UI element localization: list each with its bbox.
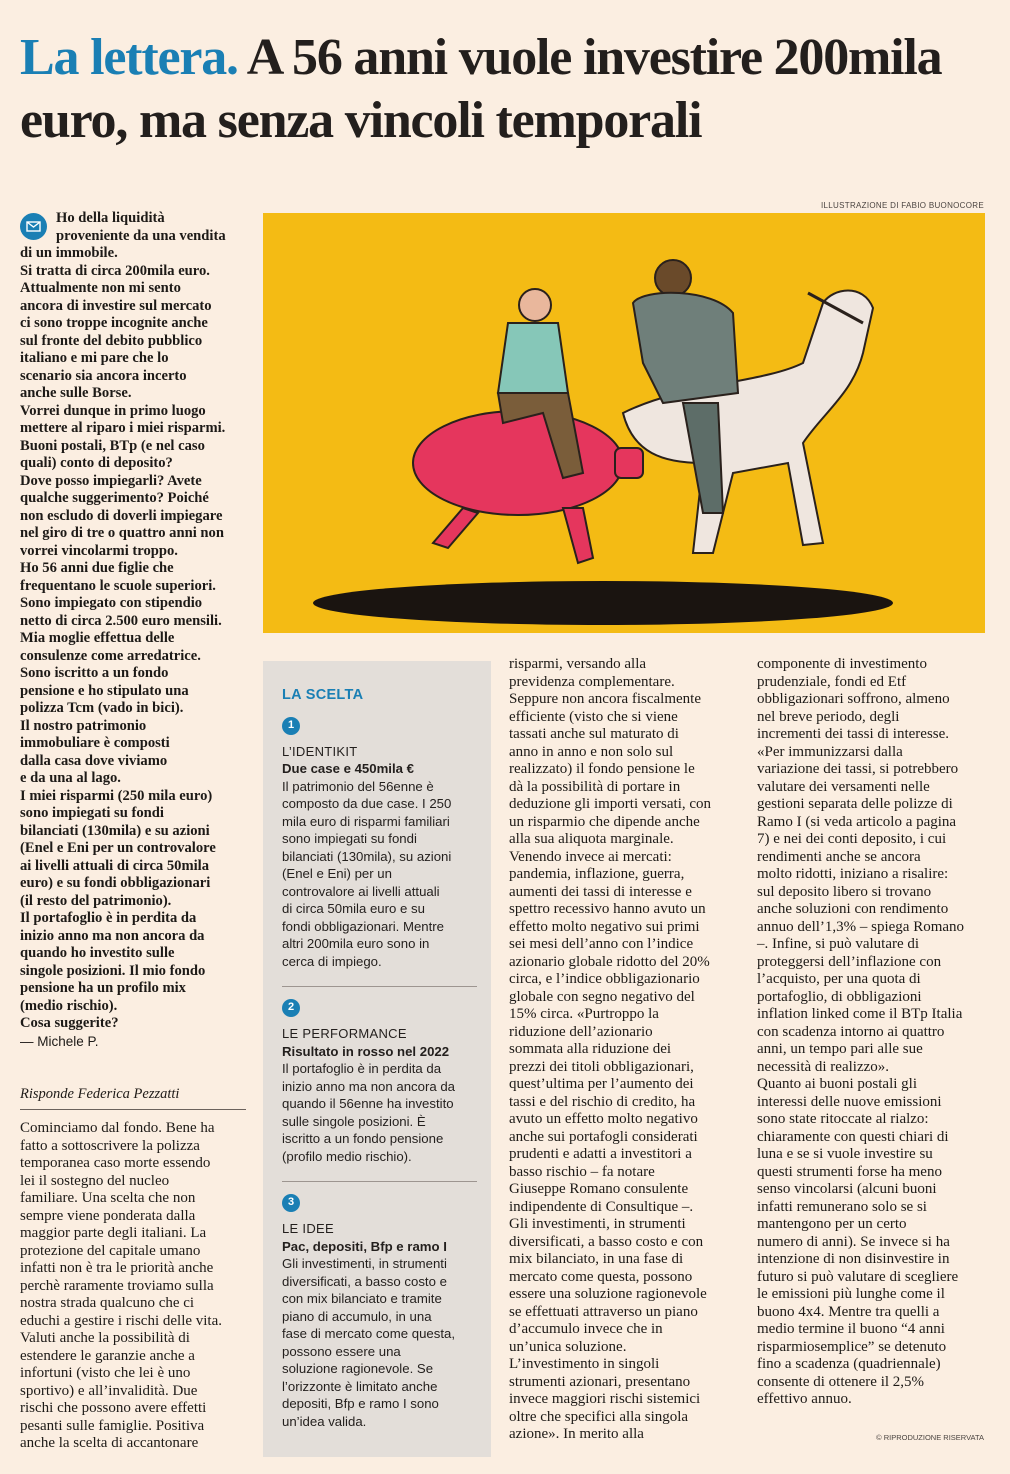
column-line: strumenti azionari, presentano: [509, 1373, 691, 1390]
column-line: futuro si può valutare di scegliere: [757, 1268, 959, 1285]
ground-shadow: [313, 581, 893, 625]
column-line: gestioni separata delle polizze di: [757, 796, 953, 812]
illustration-credit: ILLUSTRAZIONE DI FABIO BUONOCORE: [821, 201, 984, 210]
letter-line: Buoni postali, BTp (e nel caso: [20, 437, 205, 454]
letter-line: di un immobile.: [20, 245, 118, 261]
rider-head: [519, 289, 551, 321]
column-line: incrementi dei tassi di interesse.: [757, 726, 950, 742]
reader-letter: [20, 210, 250, 1050]
section-line: iscritto a un fondo pensione: [282, 1131, 444, 1146]
letter-line: frequentano le scuole superiori.: [20, 577, 216, 594]
column-line: luna e se si vuole investire su: [757, 1146, 933, 1162]
column-line: numero di anni). Se invece si ha: [757, 1233, 950, 1250]
column-line: un’unica soluzione.: [509, 1338, 627, 1355]
column-line: prezzi dei titoli obbligazionari,: [509, 1058, 694, 1075]
column-line: con scadenza intorno ai quattro: [757, 1023, 945, 1040]
answer-line: perchè raramente troviamo sulla: [20, 1277, 214, 1294]
column-line: deduzione gli importi versati, con: [509, 796, 712, 812]
letter-line: nel giro di tre o quattro anni non: [20, 525, 224, 541]
letter-line: non escludo di doverli impiegare: [20, 507, 223, 524]
column-line: anche soluzioni con rendimento: [757, 901, 949, 917]
knight-armor: [633, 293, 738, 403]
letter-line: ancora di investire sul mercato: [20, 297, 212, 314]
section-line: soluzione ragionevole. Se: [282, 1361, 434, 1376]
column-line: realizzato) il fondo pensione le: [509, 761, 695, 777]
section-line: con mix bilanciato e tramite: [282, 1291, 442, 1306]
column-line: annuo dell’1,3% – spiega Romano: [757, 918, 965, 935]
column-line: Seppure non ancora fiscalmente: [509, 691, 702, 707]
column-line: risparmi, versando alla: [509, 656, 647, 672]
column-line: Giuseppe Romano consulente: [509, 1181, 689, 1197]
letter-line: vorrei vincolarmi troppo.: [20, 542, 178, 559]
section-line: mila euro di risparmi familiari: [282, 813, 450, 829]
column-line: spettro recessivo hanno avuto un: [509, 901, 706, 917]
column-line: basso rischio – fa notare: [509, 1163, 655, 1180]
column-line: obbligazionari soffrono, almeno: [757, 691, 950, 707]
section-line: quando il 56enne ha investito: [282, 1096, 454, 1111]
column-line: risparmiosemplice” se detenuto: [757, 1338, 947, 1355]
column-line: indipendente di Consultique –.: [509, 1198, 694, 1215]
column-line: mantengono per un certo: [757, 1216, 907, 1232]
letter-line: Il portafoglio è in perdita da: [20, 910, 197, 926]
column-line: chiaramente con questi chiari di: [757, 1128, 949, 1145]
column-line: azionario globale ridotto del 20%: [509, 953, 710, 970]
section-label: L’IDENTIKIT: [282, 743, 358, 759]
letter-line: anche sulle Borse.: [20, 385, 132, 401]
answer-line: estendere le garanzie anche a: [20, 1347, 195, 1364]
section-line: depositi, Bfp e ramo I sono: [282, 1396, 439, 1411]
answer-line: infortuni (visto che lei è uno: [20, 1365, 191, 1381]
section-line: un’idea valida.: [282, 1413, 367, 1429]
column-line: rendimenti anche se ancora: [757, 848, 921, 865]
column-line: aumenti dei tassi di interesse e: [509, 883, 692, 900]
column-line: Gli investimenti, in strumenti: [509, 1216, 686, 1232]
section-line: piano di accumulo, in una: [282, 1308, 432, 1324]
column-line: previdenza complementare.: [509, 673, 675, 690]
copyright-notice: © RIPRODUZIONE RISERVATA: [876, 1433, 984, 1442]
section-number-badge: 3: [282, 1194, 300, 1212]
letter-line: (medio rischio).: [20, 997, 118, 1014]
column-line: 15% circa. «Purtroppo la: [509, 1006, 659, 1022]
letter-line: mettere al riparo i miei risparmi.: [20, 420, 226, 436]
letter-line: consulenze come arredatrice.: [20, 647, 201, 664]
letter-line: Ho 56 anni due figlie che: [20, 560, 174, 576]
answer-line: temporanea caso morte essendo: [20, 1155, 211, 1171]
letter-line: Dove posso impiegarli? Avete: [20, 472, 202, 489]
letter-line: Ho della liquidità: [56, 210, 165, 226]
pig-body: [413, 411, 623, 515]
box-section: [282, 999, 477, 1182]
section-heading: Risultato in rosso nel 2022: [282, 1043, 450, 1059]
letter-line: (il resto del patrimonio).: [20, 892, 172, 909]
letter-line: Attualmente non mi sento: [20, 280, 181, 296]
section-line: controvalore ai livelli attuali: [282, 883, 440, 899]
letter-line: quando ho investito sulle: [20, 945, 175, 961]
box-section: [282, 717, 477, 988]
column-line: infatti remunerano solo se si: [757, 1198, 927, 1215]
section-label: LE PERFORMANCE: [282, 1026, 407, 1041]
section-line: sulle singole posizioni. È: [282, 1113, 426, 1129]
answer-line: educhi a gestire i rischi delle vita.: [20, 1312, 223, 1329]
letter-line: Mia moglie effettua delle: [20, 630, 175, 646]
section-line: fondi obbligazionari. Mentre: [282, 918, 445, 934]
column-line: azione». In merito alla: [509, 1426, 644, 1442]
column-line: Quanto ai buoni postali gli: [757, 1076, 917, 1092]
letter-line: Sono impiegato con stipendio: [20, 595, 203, 611]
column-line: Venendo invece ai mercati:: [509, 848, 672, 865]
section-line: inizio anno ma non ancora da: [282, 1078, 456, 1094]
column-line: proteggersi dell’inflazione con: [757, 953, 942, 970]
box-section: [282, 1194, 477, 1446]
letter-line: proveniente da una vendita: [56, 227, 226, 244]
column-line: anno in anno e non solo sul: [509, 743, 674, 760]
letter-line: qualche suggerimento? Poiché: [20, 490, 209, 506]
section-line: sono impiegati su fondi: [282, 831, 417, 846]
column-line: effettivo annuo.: [757, 1391, 852, 1407]
column-line: anche sui portafogli considerati: [509, 1128, 698, 1145]
letter-line: pensione ha un profilo mix: [20, 980, 186, 996]
pig-legs: [433, 508, 593, 563]
answer-column: [20, 1120, 250, 1453]
answer-line: fatto a sottoscrivere la polizza: [20, 1137, 200, 1154]
letter-line: Vorrei dunque in primo luogo: [20, 402, 206, 419]
column-line: prudenziale, fondi ed Etf: [757, 673, 907, 690]
article-column-2: [509, 656, 735, 1444]
column-line: fino a scadenza (quadriennale): [757, 1356, 941, 1372]
section-label: LE IDEE: [282, 1221, 334, 1236]
rider-shirt: [498, 323, 568, 393]
letter-line: Sono iscritto a un fondo: [20, 665, 169, 681]
answer-line: maggior parte degli italiani. La: [20, 1225, 207, 1241]
letter-line: Il nostro patrimonio: [20, 717, 147, 734]
answer-line: sportivo) e all’invalidità. Due: [20, 1382, 198, 1399]
letter-line: Si tratta di circa 200mila euro.: [20, 262, 210, 279]
answer-line: infatti non è tra le priorità anche: [20, 1260, 214, 1276]
column-line: riduzione dell’azionario: [509, 1023, 653, 1040]
column-line: globale con segno negativo del: [509, 988, 695, 1005]
letter-line: italiano e mi pare che lo: [20, 350, 169, 366]
column-line: sul deposito libero si trovano: [757, 883, 932, 900]
answer-line: Valuti anche la possibilità di: [20, 1330, 190, 1346]
column-line: invece maggiori rischi sistemici: [509, 1391, 701, 1407]
column-line: 7) e nei dei conti deposito, i cui: [757, 831, 947, 847]
section-line: Gli investimenti, in strumenti: [282, 1256, 447, 1271]
column-line: variazione dei tassi, si potrebbero: [757, 761, 959, 777]
column-line: efficiente (visto che si viene: [509, 708, 678, 725]
letter-line: singole posizioni. Il mio fondo: [20, 962, 206, 979]
section-line: bilanciati (130mila), su azioni: [282, 848, 452, 864]
column-line: oltre che specifici alla singola: [509, 1408, 689, 1425]
column-line: –. Infine, si può valutare di: [757, 936, 920, 952]
column-line: buono 4x4. Mentre tra quelli a: [757, 1303, 940, 1320]
section-line: l’orizzonte è limitato anche: [282, 1378, 438, 1394]
answer-line: protezione del capitale umano: [20, 1242, 201, 1259]
column-line: mix bilanciato, in una fase di: [509, 1251, 684, 1267]
answer-line: lei il sostegno del nucleo: [20, 1172, 170, 1189]
answer-line: rischi che possono avere effetti: [20, 1400, 207, 1416]
column-line: quest’ultima per l’aumento dei: [509, 1076, 694, 1092]
section-heading: Pac, depositi, Bfp e ramo I: [282, 1238, 447, 1254]
letter-line: sono impiegati su fondi: [20, 805, 164, 821]
section-line: possono essere una: [282, 1343, 401, 1359]
column-line: avuto un effetto molto negativo: [509, 1111, 698, 1127]
letter-line: polizza Tcm (vado in bici).: [20, 700, 184, 716]
column-line: medio termine il buono “4 anni: [757, 1321, 945, 1337]
headline-kicker: La lettera.: [20, 29, 238, 86]
answer-line: anche la scelta di accantonare: [20, 1435, 199, 1451]
letter-signature: — Michele P.: [20, 1033, 99, 1049]
illustration: [263, 213, 985, 633]
letter-line: netto di circa 2.500 euro mensili.: [20, 612, 222, 629]
column-line: tassi e del rischio di credito, ha: [509, 1093, 696, 1110]
letter-line: Cosa suggerite?: [20, 1015, 119, 1031]
risponde-byline: Risponde Federica Pezzatti: [20, 1086, 246, 1110]
illustration-art: [263, 213, 985, 633]
headline: [20, 26, 1000, 152]
column-line: mercato come questa, possono: [509, 1268, 693, 1285]
column-line: dà la possibilità di portare in: [509, 778, 681, 795]
answer-line: familiare. Una scelta che non: [20, 1190, 196, 1206]
section-line: (profilo medio rischio).: [282, 1148, 412, 1164]
column-line: essere una soluzione ragionevole: [509, 1286, 707, 1302]
column-line: prudenti e adatti a investitori a: [509, 1146, 692, 1162]
letter-line: ci sono troppe incognite anche: [20, 315, 208, 331]
column-line: l’acquisto, per una quota di: [757, 971, 921, 987]
column-line: le emissioni più lunghe come il: [757, 1286, 945, 1302]
letter-line: inizio anno ma non ancora da: [20, 927, 205, 944]
letter-line: scenario sia ancora incerto: [20, 367, 187, 384]
letter-line: I miei risparmi (250 mila euro): [20, 787, 213, 804]
column-line: tassati anche sul maturato di: [509, 726, 679, 742]
column-line: sono state ritoccate al rialzo:: [757, 1111, 929, 1127]
column-line: molto ridotti, iniziano a risalire:: [757, 866, 949, 882]
column-line: «Per immunizzarsi dalla: [757, 743, 903, 760]
article-column-3: [757, 656, 985, 1409]
column-line: d’accumulo invece che in: [509, 1321, 663, 1337]
letter-line: bilanciati (130mila) e su azioni: [20, 822, 210, 839]
column-line: circa, e l’indice obbligazionario: [509, 971, 700, 987]
column-line: se effettuati attraverso un piano: [509, 1303, 698, 1320]
section-number-badge: 1: [282, 717, 300, 735]
column-line: sei mesi dell’anno con l’indice: [509, 936, 694, 952]
column-line: consente di ottenere il 2,5%: [757, 1373, 925, 1390]
section-line: cerca di impiego.: [282, 953, 382, 969]
column-line: necessità di realizzo».: [757, 1058, 890, 1075]
column-line: un risparmio che dipende anche: [509, 813, 700, 830]
box-title: LA SCELTA: [282, 687, 364, 703]
section-line: Il portafoglio è in perdita da: [282, 1061, 442, 1076]
column-line: anni, un tempo pari alle sue: [757, 1041, 923, 1057]
letter-line: immobuliare è composti: [20, 735, 170, 751]
letter-line: dalla casa dove viviamo: [20, 752, 168, 769]
column-line: Ramo I (si veda articolo a pagina: [757, 813, 957, 830]
answer-line: pesanti sulle famiglie. Positiva: [20, 1417, 205, 1434]
section-number-badge: 2: [282, 999, 300, 1017]
letter-line: pensione e ho stipulato una: [20, 682, 189, 699]
column-line: alla sua aliquota marginale.: [509, 831, 674, 847]
la-scelta-box: [263, 661, 491, 1457]
knight-helmet: [655, 260, 691, 296]
column-line: componente di investimento: [757, 656, 927, 672]
letter-line: ai livelli attuali di circa 50mila: [20, 857, 210, 874]
headline-title: A 56 anni vuole investire 200mila euro, ma senza vincoli temporali: [20, 29, 942, 149]
column-line: questi strumenti forse ha meno: [757, 1163, 942, 1180]
column-line: nel breve periodo, degli: [757, 708, 900, 725]
section-line: di circa 50mila euro e su: [282, 901, 425, 916]
column-line: intenzione di non disinvestire in: [757, 1251, 950, 1267]
letter-line: quali) conto di deposito?: [20, 455, 173, 471]
column-line: pandemia, inflazione, guerra,: [509, 866, 685, 882]
pig-snout: [615, 448, 643, 478]
column-line: inflation linked come il BTp Italia: [757, 1006, 963, 1022]
letter-line: euro) e su fondi obbligazionari: [20, 875, 211, 891]
section-line: fase di mercato come questa,: [282, 1326, 455, 1341]
section-line: diversificati, a basso costo e: [282, 1273, 447, 1289]
section-line: Il patrimonio del 56enne è: [282, 778, 434, 794]
column-line: sommata alla riduzione dei: [509, 1041, 672, 1057]
column-line: interessi delle nuove emissioni: [757, 1093, 942, 1110]
answer-line: sempre viene ponderata dalla: [20, 1207, 196, 1224]
column-line: diversificati, a basso costo e con: [509, 1233, 704, 1250]
column-line: effetto molto negativo sui primi: [509, 918, 700, 935]
answer-line: Cominciamo dal fondo. Bene ha: [20, 1120, 215, 1136]
column-line: valutare dei versamenti nelle: [757, 778, 930, 795]
envelope-icon: [20, 213, 47, 240]
letter-line: (Enel e Eni per un controvalore: [20, 840, 216, 856]
column-line: senso vincolarsi (alcuni buoni: [757, 1181, 937, 1197]
section-line: altri 200mila euro sono in: [282, 936, 430, 951]
letter-line: e da una al lago.: [20, 770, 121, 786]
answer-line: nostra strada qualcuno che ci: [20, 1295, 195, 1311]
column-line: L’investimento in singoli: [509, 1356, 660, 1372]
letter-line: sul fronte del debito pubblico: [20, 332, 203, 349]
section-heading: Due case e 450mila €: [282, 761, 414, 776]
column-line: portafoglio, di obbligazioni: [757, 988, 922, 1005]
section-line: composto da due case. I 250: [282, 796, 452, 811]
section-line: (Enel e Eni) per un: [282, 866, 392, 881]
